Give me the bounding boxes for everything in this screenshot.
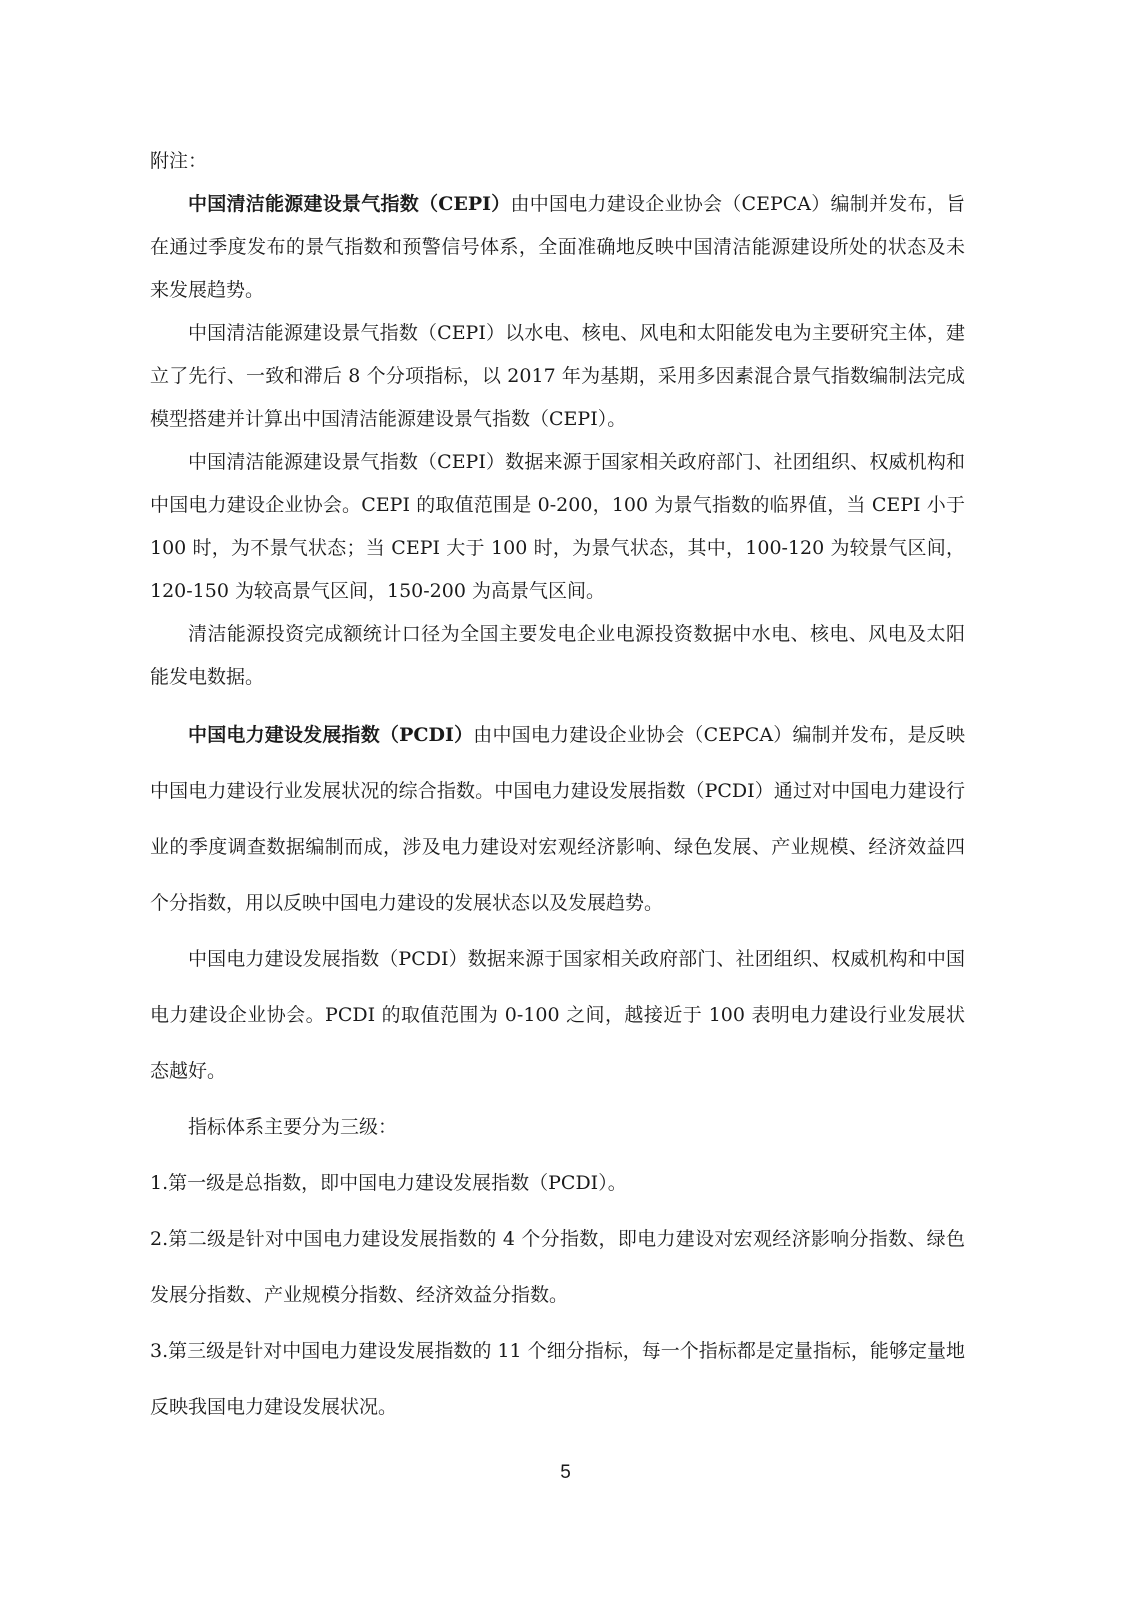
pcdi-source-paragraph: 中国电力建设发展指数（PCDI）数据来源于国家相关政府部门、社团组织、权威机构和中国电力建设企业协会。PCDI 的取值范围为 0-100 之间，越接近于 100 表明电力建设行业发展状态越好。 — [150, 948, 965, 1082]
pcdi-levels-intro: 指标体系主要分为三级： — [188, 1116, 398, 1138]
page-number: 5 — [560, 1462, 571, 1483]
cepi-intro-paragraph — [150, 183, 965, 312]
cepi-intro-text: 由中国电力建设企业协会（CEPCA）编制并发布，旨在通过季度发布的景气指数和预警信号体系，全面准确地反映中国清洁能源建设所处的状态及未来发展趋势。 — [150, 193, 966, 301]
page-body — [150, 140, 965, 1435]
cepi-term: 中国清洁能源建设景气指数（CEPI） — [188, 193, 511, 215]
pcdi-level-3: 3.第三级是针对中国电力建设发展指数的 11 个细分指标，每一个指标都是定量指标，能够定量地反映我国电力建设发展状况。 — [150, 1340, 965, 1418]
cepi-method-paragraph: 中国清洁能源建设景气指数（CEPI）以水电、核电、风电和太阳能发电为主要研究主体，建立了先行、一致和滞后 8 个分项指标，以 2017 年为基期，采用多因素混合景气指数编制法完成模型搭建并计算出中国清洁能源建设景气指数（CEPI）。 — [150, 322, 965, 430]
pcdi-level-2: 2.第二级是针对中国电力建设发展指数的 4 个分指数，即电力建设对宏观经济影响分指数、绿色发展分指数、产业规模分指数、经济效益分指数。 — [150, 1228, 965, 1306]
pcdi-term: 中国电力建设发展指数（PCDI） — [188, 724, 474, 746]
note-heading: 附注： — [150, 150, 208, 172]
pcdi-level-1: 1.第一级是总指数，即中国电力建设发展指数（PCDI）。 — [150, 1172, 627, 1194]
pcdi-intro-paragraph — [150, 707, 965, 931]
cepi-source-paragraph: 中国清洁能源建设景气指数（CEPI）数据来源于国家相关政府部门、社团组织、权威机构和中国电力建设企业协会。CEPI 的取值范围是 0-200，100 为景气指数的临界值，当 CEPI 小于 100 时，为不景气状态；当 CEPI 大于 100 时，为景气状态，其中，100-120 为较景气区间，120-150 为较高景气区间，150-200 为高景气区间。 — [150, 451, 965, 602]
cepi-scope-paragraph: 清洁能源投资完成额统计口径为全国主要发电企业电源投资数据中水电、核电、风电及太阳能发电数据。 — [150, 623, 965, 688]
pcdi-intro-text: 由中国电力建设企业协会（CEPCA）编制并发布，是反映中国电力建设行业发展状况的综合指数。中国电力建设发展指数（PCDI）通过对中国电力建设行业的季度调查数据编制而成，涉及电力建设对宏观经济影响、绿色发展、产业规模、经济效益四个分指数，用以反映中国电力建设的发展状态以及发展趋势。 — [150, 724, 966, 914]
